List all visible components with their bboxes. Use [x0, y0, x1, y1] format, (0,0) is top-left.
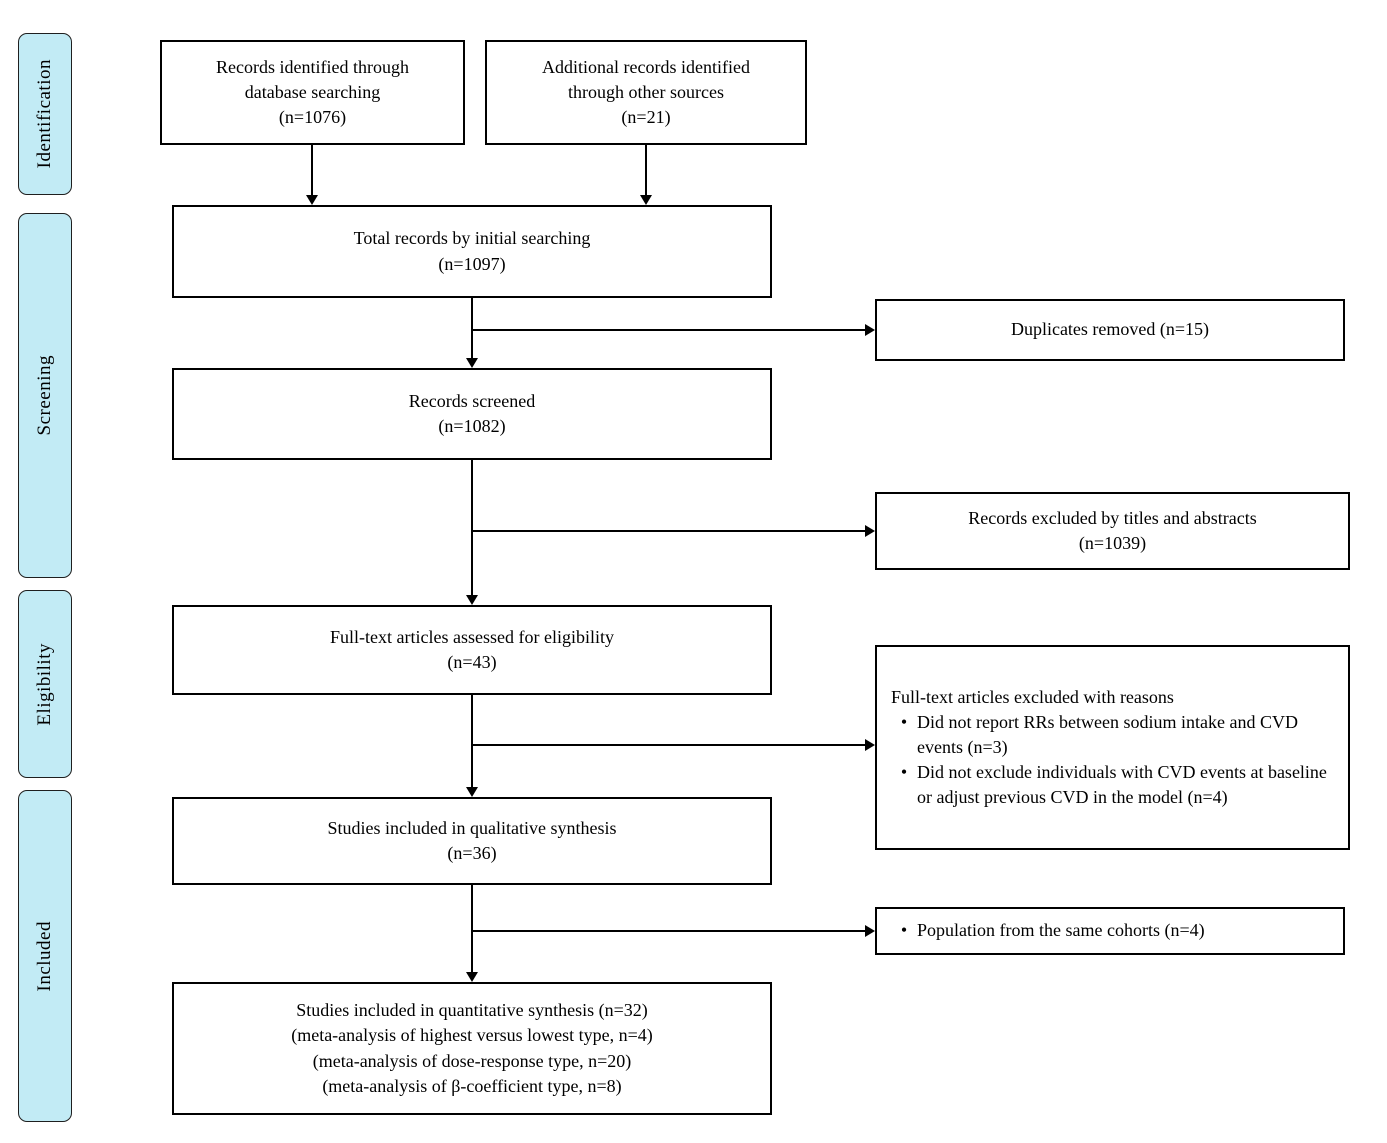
box-text-line: (meta-analysis of β-coefficient type, n=8) [322, 1075, 622, 1096]
box-fulltext-assessed [172, 605, 772, 695]
box-text-line: Studies included in qualitative synthesis [327, 817, 617, 838]
box-text-line: (n=43) [447, 652, 497, 672]
connector-qualitative-to-quantitative [471, 885, 473, 972]
stage-label: Included [34, 920, 55, 992]
box-text-line: Records screened [408, 390, 536, 411]
box-text-line: (n=1076) [278, 107, 347, 128]
connector-screened-to-fulltext [471, 460, 473, 595]
arrowhead-down-icon [640, 195, 652, 205]
stage-screening [18, 213, 72, 578]
box-fulltext-excluded [875, 645, 1350, 850]
box-duplicates-removed [875, 299, 1345, 361]
arrowhead-down-icon [306, 195, 318, 205]
list-item [891, 710, 1334, 760]
connector-to-fulltext-excluded [471, 744, 865, 746]
arrowhead-down-icon [466, 972, 478, 982]
bullet-icon: • [900, 711, 908, 732]
arrowhead-down-icon [466, 358, 478, 368]
box-additional-records [485, 40, 807, 145]
connector-to-duplicates [471, 329, 865, 331]
connector-db-to-total [311, 145, 313, 196]
box-text-line: Total records by initial searching [353, 228, 591, 249]
list-item-text: Population from the same cohorts (n=4) [917, 920, 1205, 941]
box-title: Full-text articles excluded with reasons [891, 686, 1174, 707]
box-text-line: (n=1097) [438, 253, 506, 274]
box-text-line: Records excluded by titles and abstracts [968, 507, 1257, 528]
connector-to-same-cohorts [471, 930, 865, 932]
box-records-screened [172, 368, 772, 460]
box-text-line: database searching [244, 81, 381, 102]
box-quantitative-synthesis [172, 982, 772, 1115]
connector-other-to-total [645, 145, 647, 196]
box-text-line: Additional records identified [542, 56, 750, 77]
arrowhead-right-icon [865, 324, 875, 336]
connector-to-excluded-titles [471, 530, 865, 532]
stage-label: Identification [34, 59, 55, 169]
stage-eligibility [18, 590, 72, 778]
list-item [891, 760, 1334, 810]
box-text-line: (n=21) [621, 107, 671, 128]
bullet-icon: • [900, 762, 908, 783]
list-item-text: Did not exclude individuals with CVD events at baseline or adjust previous CVD in the model (n=4) [917, 762, 1327, 808]
box-text-line: through other sources [568, 81, 724, 102]
box-text-line: Records identified through [216, 56, 409, 77]
arrowhead-right-icon [865, 925, 875, 937]
box-text-line: Studies included in quantitative synthesis (n=32) [296, 1000, 648, 1021]
stage-label: Screening [34, 355, 55, 436]
connector-fulltext-to-qualitative [471, 695, 473, 787]
box-records-excluded-titles [875, 492, 1350, 570]
box-text-line: (meta-analysis of highest versus lowest type, n=4) [291, 1025, 653, 1046]
box-same-cohorts [875, 907, 1345, 955]
box-qualitative-synthesis [172, 797, 772, 885]
box-text-line: (n=36) [447, 843, 497, 863]
stage-included [18, 790, 72, 1122]
list-item-text: Did not report RRs between sodium intake and CVD events (n=3) [917, 711, 1298, 757]
box-text-line: Full-text articles assessed for eligibility [330, 626, 614, 647]
box-total-records [172, 205, 772, 298]
stage-identification [18, 33, 72, 195]
list-item [891, 918, 1205, 943]
box-text-line: (n=1082) [438, 416, 506, 436]
bullet-icon: • [900, 920, 908, 941]
arrowhead-down-icon [466, 787, 478, 797]
arrowhead-right-icon [865, 739, 875, 751]
arrowhead-down-icon [466, 595, 478, 605]
stage-label: Eligibility [34, 642, 55, 726]
arrowhead-right-icon [865, 525, 875, 537]
box-records-identified [160, 40, 465, 145]
box-text-line: (n=1039) [1078, 533, 1147, 553]
box-text-line: Duplicates removed (n=15) [1010, 319, 1210, 340]
connector-total-to-screened [471, 298, 473, 358]
box-text-line: (meta-analysis of dose-response type, n=20) [312, 1050, 632, 1071]
